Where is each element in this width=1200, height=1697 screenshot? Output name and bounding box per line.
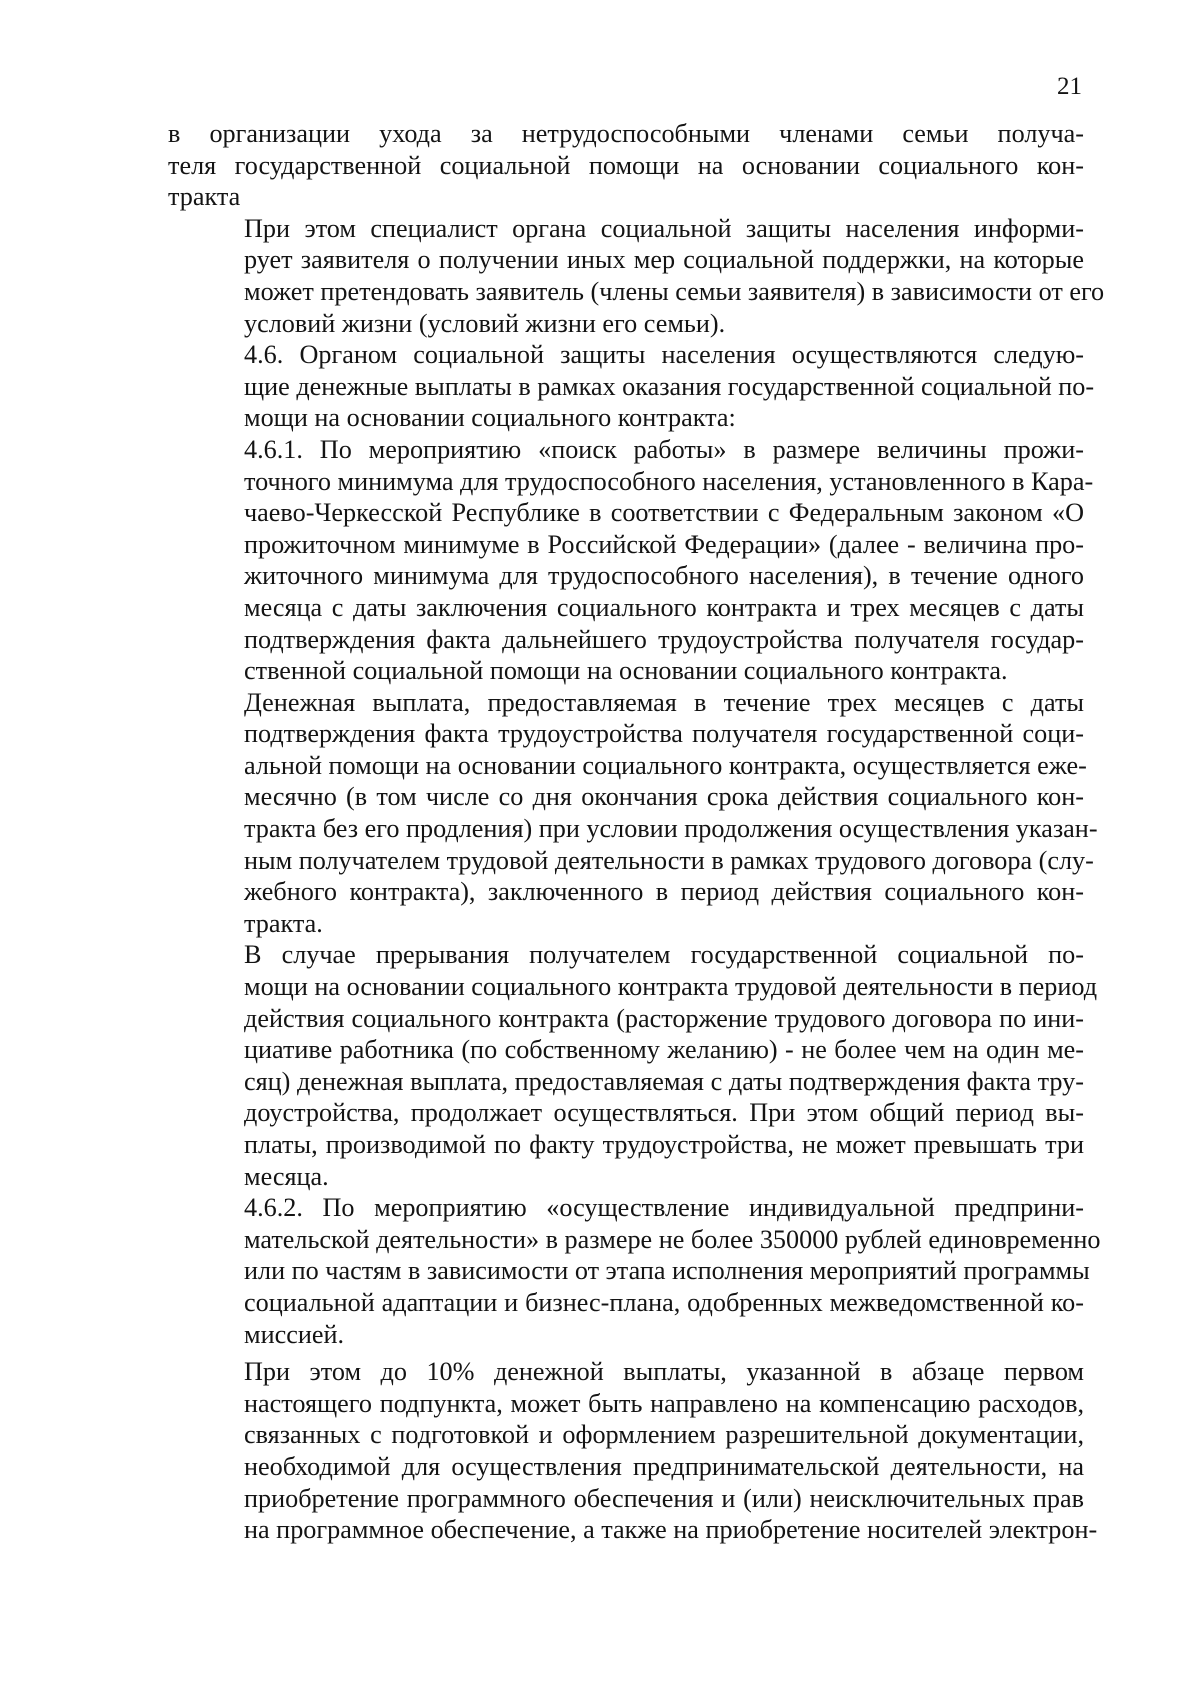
paragraph-p7 [168, 1356, 1098, 1546]
text-line: доустройства, продолжает осуществляться. При этом общий период вы- [244, 1098, 1084, 1128]
text-line: месячно (в том числе со дня окончания срока действия социального кон- [244, 782, 1084, 812]
page-number: 21 [1057, 73, 1082, 100]
document-body [168, 118, 1105, 1546]
paragraph-p0 [168, 118, 1084, 213]
text-line: ным получателем трудовой деятельности в рамках трудового договора (слу- [244, 845, 1094, 875]
text-line: мательской деятельности» в размере не более 350000 рублей единовременно [244, 1224, 1101, 1254]
text-line: в организации ухода за нетрудоспособными членами семьи получа- [168, 119, 1084, 148]
text-line: 4.6.2. По мероприятию «осуществление индивидуальной предприни- [244, 1193, 1084, 1223]
paragraph-p2 [168, 339, 1095, 434]
text-line: чаево-Черкесской Республике в соответствии с Федеральным законом «О [244, 498, 1084, 528]
text-line: щие денежные выплаты в рамках оказания государственной социальной по- [244, 371, 1095, 401]
text-line: месяца с даты заключения социального контракта и трех месяцев с даты [244, 592, 1084, 622]
text-line: или по частям в зависимости от этапа исполнения мероприятий программы [244, 1256, 1090, 1286]
text-line: прожиточном минимуме в Российской Федерации» (далее - величина про- [244, 529, 1084, 559]
paragraph-p4 [168, 687, 1098, 940]
text-line: связанных с подготовкой и оформлением разрешительной документации, [244, 1420, 1084, 1450]
text-line: тракта без его продления) при условии продолжения осуществления указан- [244, 814, 1098, 844]
text-line: теля государственной социальной помощи на основании социального кон- [168, 150, 1084, 180]
text-line: на программное обеспечение, а также на приобретение носителей электрон- [244, 1515, 1098, 1545]
text-line: ственной социальной помощи на основании социального контракта. [244, 656, 1008, 686]
text-line: точного минимума для трудоспособного населения, установленного в Кара- [244, 466, 1094, 496]
text-line: условий жизни (условий жизни его семьи). [244, 308, 726, 338]
text-line: мощи на основании социального контракта трудовой деятельности в период [244, 972, 1098, 1002]
text-line: тракта. [244, 908, 323, 938]
text-line: подтверждения факта трудоустройства получателя государственной соци- [244, 719, 1084, 749]
text-line: миссией. [244, 1319, 345, 1349]
text-line: 4.6. Органом социальной защиты населения осуществляются следую- [244, 340, 1084, 370]
text-line: может претендовать заявитель (члены семьи заявителя) в зависимости от его [244, 276, 1105, 306]
text-line: сяц) денежная выплата, предоставляемая с даты подтверждения факта тру- [244, 1066, 1084, 1096]
text-line: социальной адаптации и бизнес-плана, одобренных межведомственной ко- [244, 1287, 1084, 1317]
text-line: Денежная выплата, предоставляемая в течение трех месяцев с даты [244, 687, 1084, 717]
text-line: жебного контракта), заключенного в период действия социального кон- [244, 877, 1084, 907]
text-line: приобретение программного обеспечения и (или) неисключительных прав [244, 1483, 1084, 1513]
text-line: рует заявителя о получении иных мер социальной поддержки, на которые [244, 245, 1084, 275]
text-line: мощи на основании социального контракта: [244, 403, 736, 433]
paragraph-p1 [168, 213, 1105, 339]
text-line: альной помощи на основании социального контракта, осуществляется еже- [244, 750, 1087, 780]
text-line: подтверждения факта дальнейшего трудоустройства получателя государ- [244, 624, 1084, 654]
text-line: платы, производимой по факту трудоустройства, не может превышать три [244, 1130, 1084, 1159]
text-line: житочного минимума для трудоспособного населения), в течение одного [244, 561, 1084, 591]
text-line: 4.6.1. По мероприятию «поиск работы» в размере величины прожи- [244, 434, 1084, 464]
text-line: месяца. [244, 1161, 329, 1191]
text-line: В случае прерывания получателем государственной социальной по- [244, 940, 1084, 970]
text-line: действия социального контракта (расторжение трудового договора по ини- [244, 1003, 1084, 1033]
text-line: При этом специалист органа социальной защиты населения информи- [244, 213, 1084, 243]
paragraph-p3 [168, 434, 1094, 687]
text-line: необходимой для осуществления предпринимательской деятельности, на [244, 1451, 1084, 1481]
text-line: При этом до 10% денежной выплаты, указанной в абзаце первом [244, 1357, 1084, 1387]
paragraph-p6 [168, 1192, 1101, 1350]
text-line: тракта [168, 182, 241, 212]
paragraph-p5 [168, 939, 1098, 1192]
text-line: циативе работника (по собственному желанию) - не более чем на один ме- [244, 1035, 1084, 1065]
text-line: настоящего подпункта, может быть направлено на компенсацию расходов, [244, 1388, 1084, 1418]
